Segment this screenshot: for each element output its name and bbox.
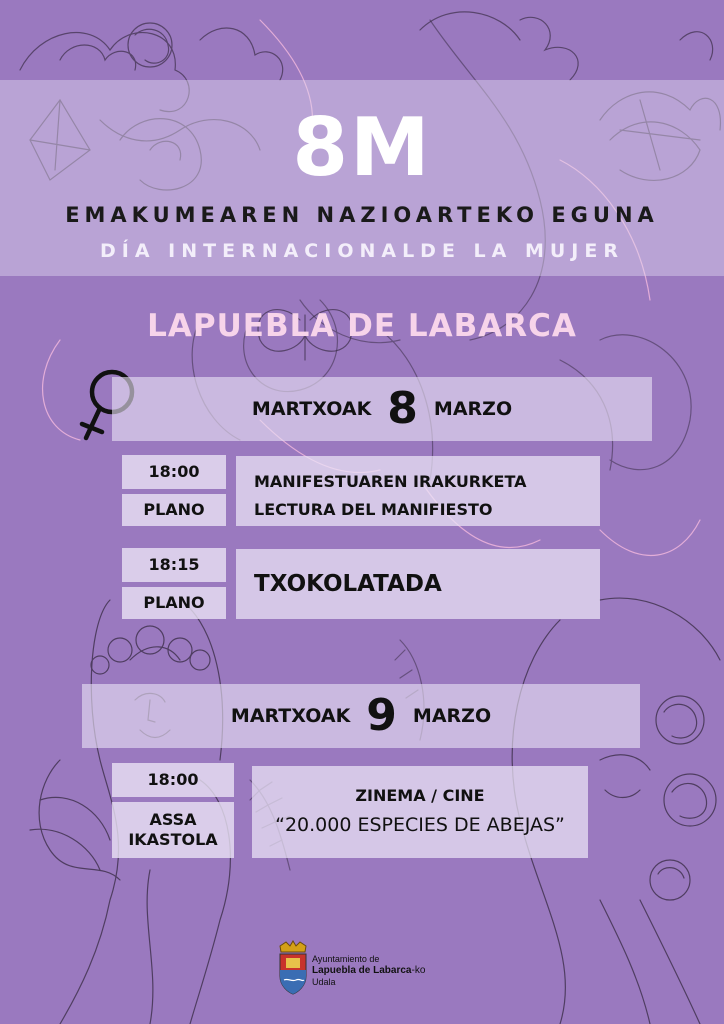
municipality-logo: [272, 940, 430, 1000]
activity-title: TXOKOLATADA: [254, 571, 442, 597]
logo-line: Udala: [312, 977, 336, 987]
event-place: PLANO: [122, 587, 226, 619]
logo-line: Ayuntamiento de: [312, 954, 380, 964]
event-place: [112, 802, 234, 858]
activity-line: LECTURA DEL MANIFIESTO: [254, 500, 493, 519]
event-activity: [236, 549, 600, 619]
date-number: 9: [366, 690, 397, 741]
event-activity: [236, 456, 600, 526]
event-time: 18:00: [112, 763, 234, 797]
date-band-day-2: [82, 684, 640, 748]
town-name: LAPUEBLA DE LABARCA: [147, 308, 577, 344]
page-title: 8M: [292, 101, 432, 194]
date-month-basque: MARTXOAK: [251, 398, 372, 420]
activity-line: MANIFESTUAREN IRAKURKETA: [254, 472, 527, 491]
date-month-spanish: MARZO: [433, 398, 513, 420]
date-month-basque: MARTXOAK: [230, 705, 351, 727]
place-line: IKASTOLA: [128, 830, 218, 849]
activity-line: “20.000 ESPECIES DE ABEJAS”: [275, 814, 565, 836]
event-place: PLANO: [122, 494, 226, 526]
coat-of-arms-icon: [276, 940, 310, 996]
logo-suffix: -ko: [411, 965, 426, 976]
subtitle-basque: EMAKUMEAREN NAZIOARTEKO EGUNA: [65, 203, 659, 227]
date-month-spanish: MARZO: [412, 705, 492, 727]
event-time: 18:15: [122, 548, 226, 582]
event-activity: [252, 766, 588, 858]
activity-line: ZINEMA / CINE: [355, 786, 485, 805]
logo-name: Lapuebla de Labarca: [312, 965, 412, 976]
date-band-day-1: [112, 377, 652, 441]
date-number: 8: [387, 383, 418, 434]
event-time: 18:00: [122, 455, 226, 489]
subtitle-spanish: DÍA INTERNACIONALDE LA MUJER: [100, 240, 624, 262]
place-line: ASSA: [149, 810, 197, 829]
